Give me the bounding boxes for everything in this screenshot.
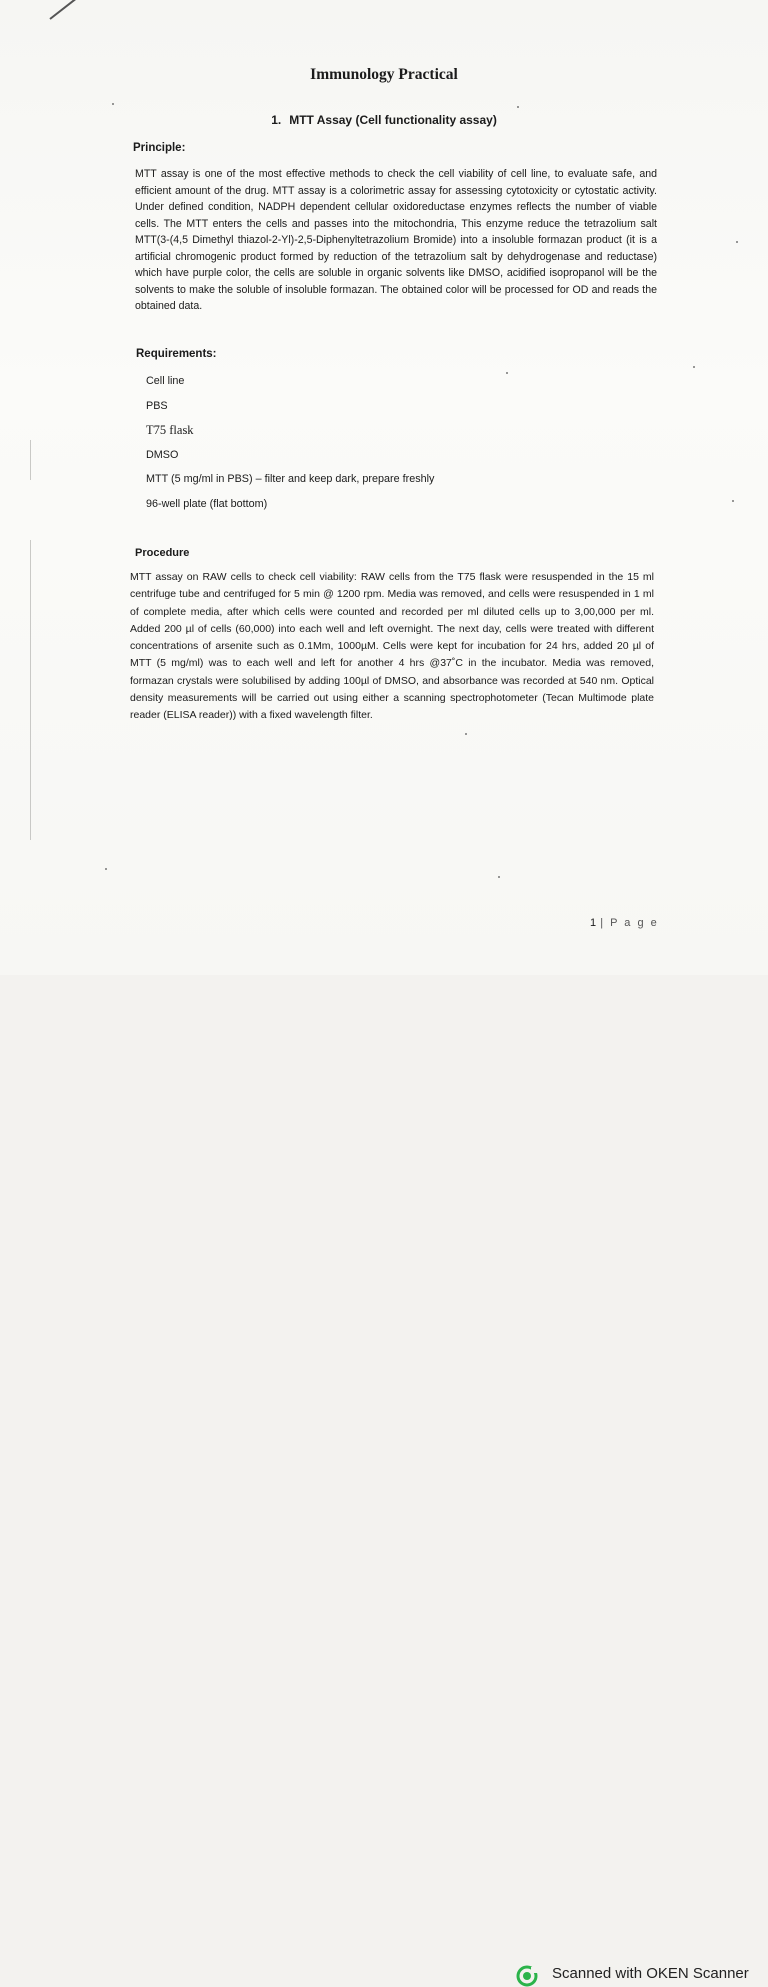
requirement-item: T75 flask [146,423,194,437]
section-title [0,113,768,127]
scan-edge-line [30,440,31,480]
oken-scanner-logo-icon [516,1965,538,1987]
scan-speck [693,366,695,368]
scanner-watermark-text: Scanned with OKEN Scanner [552,1965,749,1982]
scan-speck [465,733,467,735]
requirement-item: Cell line [146,375,185,387]
scan-speck [506,372,508,374]
section-number: 1. [271,113,282,127]
page-label: | P a g e [600,917,659,929]
pen-mark [49,0,75,20]
section-title-text: MTT Assay (Cell functionality assay) [289,113,497,127]
procedure-heading: Procedure [135,547,190,559]
requirement-item: DMSO [146,448,179,461]
scan-speck [732,500,734,502]
scanned-page [0,0,768,975]
scan-speck [105,868,107,870]
requirement-item: MTT (5 mg/ml in PBS) – filter and keep dark, prepare freshly [146,473,435,485]
requirements-heading: Requirements: [136,348,217,360]
page-number [590,917,659,929]
scan-speck [112,103,114,105]
requirement-item: PBS [146,399,168,412]
document-title: Immunology Practical [310,66,458,83]
procedure-paragraph: MTT assay on RAW cells to check cell viability: RAW cells from the T75 flask were resuspended in the 15 ml centrifuge tube and centrifuged for 5 min @ 1200 rpm. Media was removed, and cells were resuspended in 1 ml of complete media, after which cells were counted and recorded per ml diluted cells up to 3,00,000 per ml. Added 200 µl of cells (60,000) into each well and left overnight. The next day, cells were treated with different concentrations of arsenite such as 0.1Mm, 1000µM. Cells were kept for incubation for 24 hrs, added 20 µl of MTT (5 mg/ml) was to each well and left for another 4 hrs @37˚C in the incubator. Media was removed, formazan crystals were solubilised by adding 100µl of DMSO, and absorbance was recorded at 540 nm. Optical density measurements will be carried out using either a scanning spectrophotometer (Tecan Multimode plate reader (ELISA reader)) with a fixed wavelength filter. [130,571,654,722]
scan-speck [517,106,519,108]
scan-edge-line [30,540,31,840]
scanner-footer [0,975,768,1982]
principle-paragraph: MTT assay is one of the most effective methods to check the cell viability of cell line, to evaluate safe, and efficient amount of the drug. MTT assay is a colorimetric assay for assessing cytotoxicity or cytostatic activity. Under defined condition, NADPH dependent cellular oxidoreductase enzymes reflects the number of viable cells. The MTT enters the cells and passes into the mitochondria, This enzyme reduce the tetrazolium salt MTT(3-(4,5 Dimethyl thiazol-2-Yl)-2,5-Diphenyltetrazolium Bromide) into a insoluble formazan product (it is a artificial chromogenic product formed by reduction of the tetrazolium salt by dehydrogenase and reductase) which have purple color, the cells are soluble in organic solvents like DMSO, acidified isopropanol will be the solvents to make the soluble of insoluble formazan. The obtained color will be processed for OD and reads the obtained data. [135,168,657,312]
scan-speck [498,876,500,878]
scan-speck [736,241,738,243]
principle-heading: Principle: [133,142,186,154]
page-number-value: 1 [590,917,597,929]
requirement-item: 96-well plate (flat bottom) [146,497,268,510]
requirements-list [146,372,434,519]
